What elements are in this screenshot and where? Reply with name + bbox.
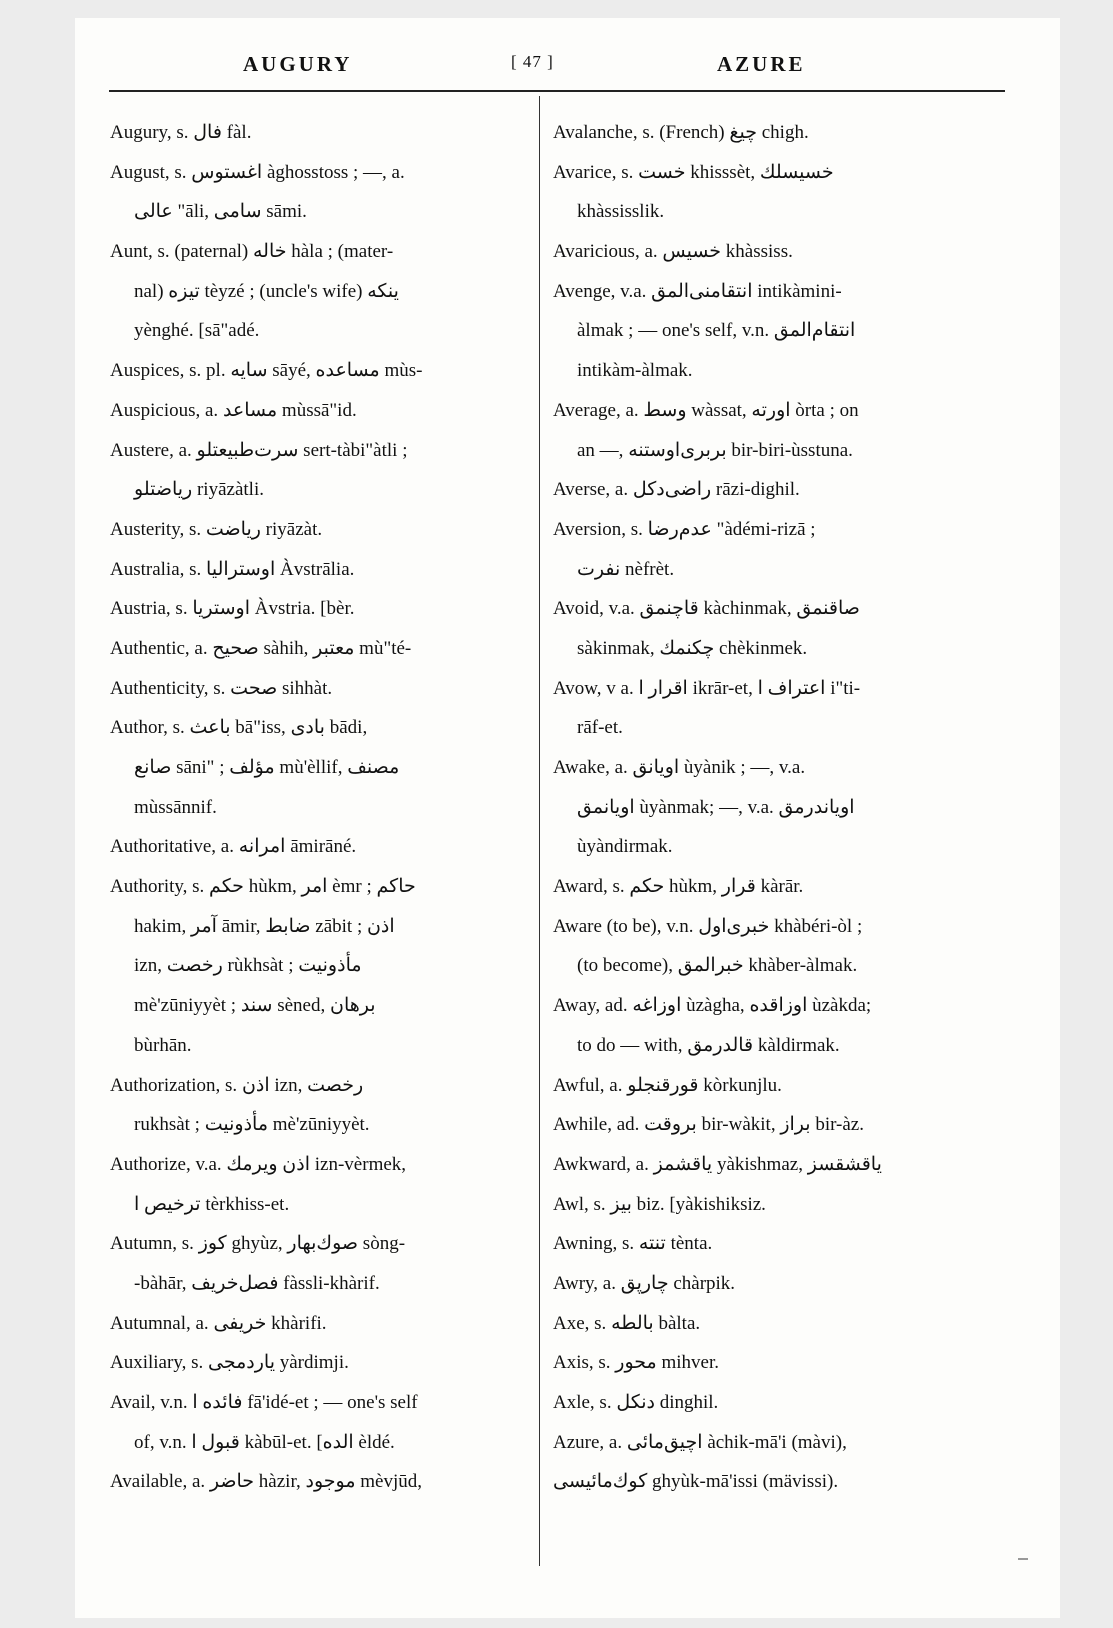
dictionary-entry-line: Autumn, s. كوز ghyùz, صوك‌بهار sòng- (110, 1233, 406, 1255)
dictionary-entry-line: August, s. اغستوس àghosstoss ; —, a. (110, 161, 405, 183)
dictionary-entry-line: Autumnal, a. خریفی khàrifi. (110, 1312, 327, 1334)
dictionary-entry-line: Auxiliary, s. یاردمجی yàrdimji. (110, 1352, 349, 1374)
dictionary-entry-line: khàssisslik. (577, 201, 665, 223)
page-mark (1018, 1558, 1028, 1560)
dictionary-entry-line: Avoid, v.a. قاچنمق kàchinmak, صاقنمق (553, 598, 860, 620)
dictionary-entry-line: Avarice, s. خست khisssèt, خسیسلك (553, 161, 834, 183)
header-rule (109, 90, 1005, 92)
dictionary-entry-line: Aversion, s. عدم‌رضا "àdémi-rizā ; (553, 518, 816, 540)
dictionary-entry-line: mùssānnif. (134, 796, 217, 818)
dictionary-entry-line: -bàhār, فصل‌خریف fàssli-khàrif. (134, 1272, 380, 1294)
dictionary-entry-line: Average, a. وسط wàssat, اورته òrta ; on (553, 399, 859, 421)
page-number: [ 47 ] (511, 52, 554, 71)
dictionary-entry-line: نفرت nèfrèt. (577, 558, 675, 580)
dictionary-entry-line: Aware (to be), v.n. خبری‌اول khàbéri-òl ; (553, 915, 863, 937)
dictionary-entry-line: Azure, a. اچیق‌مائی àchik-mā'i (màvi), (553, 1431, 847, 1453)
dictionary-entry-line: Avalanche, s. (French) چیغ chigh. (553, 122, 809, 143)
dictionary-entry-line: Axis, s. محور mihver. (553, 1352, 720, 1374)
dictionary-entry-line: rukhsàt ; مأذونیت mè'zūniyyèt. (134, 1114, 370, 1136)
dictionary-entry-line: mè'zūniyyèt ; سند sèned, برهان (134, 995, 376, 1017)
dictionary-entry-line: Authoritative, a. امرانه āmirāné. (110, 836, 357, 858)
dictionary-entry-line: صانع sāni" ; مؤلف mù'èllif, مصنف (134, 757, 400, 778)
dictionary-entry-line: Awkward, a. یاقشمز yàkishmaz, یاقشقسز (553, 1153, 882, 1175)
dictionary-entry-line: intikàm-àlmak. (577, 360, 693, 382)
dictionary-entry-line: Authorize, v.a. اذن ویرمك izn-vèrmek, (110, 1153, 407, 1175)
column-divider (539, 96, 540, 1566)
dictionary-entry-line: Auspices, s. pl. سایه sāyé, مساعده mùs- (110, 360, 423, 382)
dictionary-entry-line: Awry, a. چارپق chàrpik. (553, 1272, 736, 1294)
dictionary-entry-line: Awhile, ad. بروقت bir-wàkit, براز bir-àz. (553, 1114, 864, 1136)
dictionary-entry-line: Author, s. باعث bā"iss, بادی bādi, (110, 717, 368, 739)
dictionary-entry-line: كوك‌مائیسی ghyùk-mā'issi (mävissi). (553, 1471, 839, 1493)
dictionary-page (75, 18, 1060, 1618)
dictionary-entry-line: hakim, آمر āmir, ضابط zābit ; اذن (134, 915, 395, 937)
dictionary-entry-line: Avaricious, a. خسیس khàssiss. (553, 241, 793, 263)
dictionary-entry-line: Authorization, s. اذن izn, رخصت (110, 1074, 364, 1096)
dictionary-entry-line: Avenge, v.a. انتقامنی‌المق intikàmini- (553, 280, 842, 302)
dictionary-entry-line: Authority, s. حکم hùkm, امر èmr ; حاکم (110, 876, 416, 898)
dictionary-entry-line: izn, رخصت rùkhsàt ; مأذونیت (134, 955, 362, 977)
dictionary-entry-line: Avow, v a. اقرار ا ikrār-et, اعتراف ا i"ti- (553, 677, 861, 699)
running-header (75, 52, 1060, 82)
dictionary-entry-line: an —, بربری‌اوستنه bir-biri-ùsstuna. (577, 439, 853, 461)
dictionary-entry-line: Austerity, s. ریاضت riyāzàt. (110, 518, 323, 540)
dictionary-entry-line: bùrhān. (134, 1034, 192, 1056)
dictionary-entry-line: Awl, s. بیز biz. [yàkishiksiz. (553, 1193, 766, 1215)
dictionary-entry-line: Aunt, s. (paternal) خاله hàla ; (mater- (110, 241, 394, 263)
dictionary-entry-line: Axle, s. دنكل dinghil. (553, 1392, 719, 1413)
dictionary-entry-line: nal) تیزه tèyzé ; (uncle's wife) ینکه (134, 280, 399, 302)
dictionary-entry-line: Auspicious, a. مساعد mùssā"id. (110, 399, 357, 421)
dictionary-entry-line: Austere, a. سرت‌طبیعتلو sert-tàbi"àtli ; (110, 439, 408, 461)
dictionary-entry-line: Averse, a. راضی‌دکل rāzi-dighil. (553, 479, 800, 501)
dictionary-entry-line: sàkinmak, چکنمك chèkinmek. (577, 637, 808, 659)
right-column (553, 113, 973, 1502)
dictionary-entry-line: Away, ad. اوزاغه ùzàgha, اوزاقده ùzàkda; (553, 995, 872, 1017)
left-column (110, 113, 520, 1502)
dictionary-entry-line: Avail, v.n. فائده ا fā'idé-et ; — one's self (110, 1392, 418, 1413)
dictionary-entry-line: Augury, s. فال fàl. (110, 122, 252, 143)
dictionary-entry-line: Austria, s. اوستريا Àvstria. [bèr. (110, 598, 355, 620)
dictionary-entry-line: Axe, s. بالطه bàlta. (553, 1312, 701, 1334)
dictionary-entry-line: of, v.n. قبول ا kàbūl-et. [الده èldé. (134, 1431, 395, 1453)
dictionary-entry-line: Awning, s. تنته tènta. (553, 1233, 713, 1255)
dictionary-entry-line: àlmak ; — one's self, v.n. انتقام‌المق (577, 320, 856, 342)
dictionary-entry-line: ترخیص ا tèrkhiss-et. (134, 1193, 290, 1215)
dictionary-entry-line: Available, a. حاضر hàzir, موجود mèvjūd, (110, 1471, 423, 1493)
dictionary-entry-line: Awful, a. قورقنجلو kòrkunjlu. (553, 1074, 782, 1096)
dictionary-entry-line: Authenticity, s. صحت sihhàt. (110, 677, 333, 699)
dictionary-entry-line: (to become), خبرالمق khàber-àlmak. (577, 955, 858, 977)
dictionary-entry-line: ùyàndirmak. (577, 836, 673, 858)
dictionary-entry-line: Awake, a. اویانق ùyànik ; —, v.a. (553, 757, 806, 778)
dictionary-entry-line: rāf-et. (577, 717, 623, 739)
header-left-word: AUGURY (243, 52, 353, 76)
dictionary-entry-line: yènghé. [sā"adé. (134, 320, 260, 342)
dictionary-entry-line: Award, s. حکم hùkm, قرار kàrār. (553, 876, 804, 898)
dictionary-entry-line: عالی "āli, سامی sāmi. (134, 201, 307, 223)
dictionary-entry-line: Australia, s. اوستراليا Àvstrālia. (110, 558, 355, 580)
dictionary-entry-line: ریاضتلو riyāzàtli. (134, 479, 264, 501)
dictionary-entry-line: to do — with, قالدرمق kàldirmak. (577, 1034, 840, 1056)
dictionary-entry-line: Authentic, a. صحیح sàhih, معتبر mù"té- (110, 637, 412, 659)
dictionary-entry-line: اویانمق ùyànmak; —, v.a. اویاندرمق (577, 796, 855, 818)
header-right-word: AZURE (717, 52, 806, 76)
